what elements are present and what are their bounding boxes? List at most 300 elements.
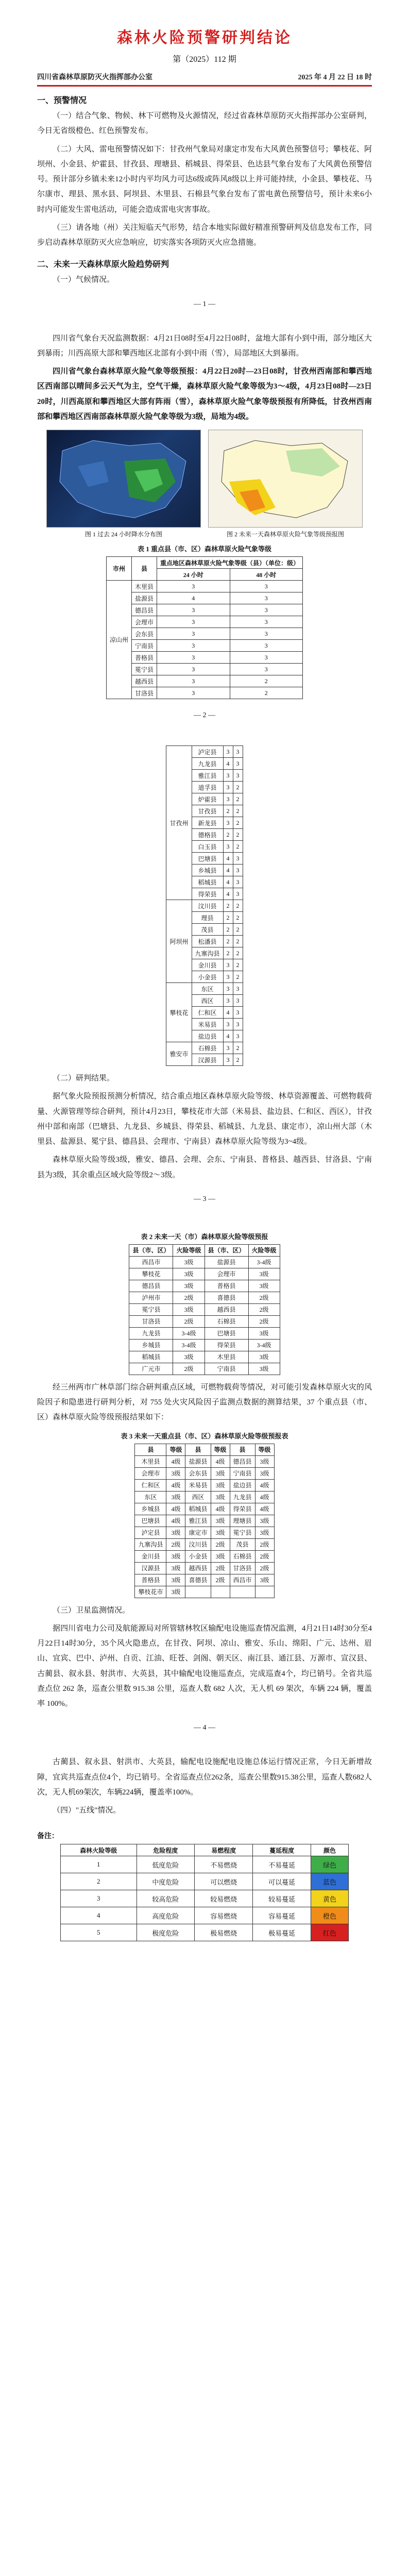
- table-cell: [185, 1586, 211, 1598]
- table-cell: 不易蔓延: [253, 1856, 311, 1873]
- table-row: [106, 616, 302, 628]
- legend-color-swatch: 红色: [311, 1924, 349, 1941]
- table-cell: 宁南县: [204, 1363, 248, 1375]
- table-cell: 3-4级: [248, 1256, 280, 1268]
- table-cell: 3级: [248, 1327, 280, 1339]
- table-row: [166, 900, 243, 912]
- table-cell: 盐边县: [192, 1030, 223, 1042]
- table-cell: 汶川县: [185, 1538, 211, 1550]
- table-cell: 3级: [211, 1527, 230, 1538]
- paragraph: （三）请各地（州）关注短临天气形势，结合本地实际做好精准预警研判及信息发布工作，同步启动森林草原防灭火应急响应，切实落实各项防灭火应急措施。: [37, 223, 372, 247]
- table-cell: 攀枝花市: [135, 1586, 166, 1598]
- table-cell: 2: [233, 817, 243, 829]
- table-cell: 3: [233, 853, 243, 865]
- paragraph: 四川省气象台天况监测数据：4月21日08时至4月22日08时，盆地大部有小到中雨，部分地区大到暴雨；川西高原大部和攀西地区北部有小到中雨（雪），局部地区大到暴雨。: [37, 334, 372, 358]
- table-header: 等级: [211, 1444, 230, 1455]
- table-cell: 茂县: [192, 924, 223, 936]
- table-cell: 茂县: [230, 1538, 255, 1550]
- table-cell: 新龙县: [192, 817, 223, 829]
- table-cell: 2: [230, 687, 303, 699]
- table-cell: 较高危险: [137, 1890, 195, 1907]
- table-cell: 2级: [248, 1315, 280, 1327]
- table-cell: 1: [61, 1856, 137, 1873]
- paragraph: 经三州两市广林草部门综合研判重点区域，可燃物载荷等情况，对可能引发森林草原火灾的风险因子和隐患进行研判分析，对 755 处火灾风险因子监测点数据的测算结果，37 个重点县（市、区）森林草原火险等级预报结果如下：: [37, 1383, 372, 1422]
- table-cell: 普格县: [135, 1574, 166, 1586]
- table-1: [106, 556, 303, 699]
- table-cell: 甘洛县: [131, 687, 157, 699]
- issue-date: 2025 年 4 月 22 日 18 时: [298, 74, 372, 81]
- legend-color-swatch: 绿色: [311, 1856, 349, 1873]
- table-row: [129, 1339, 280, 1351]
- table-cell: 乡城县: [135, 1503, 166, 1515]
- table-cell: 3级: [211, 1515, 230, 1527]
- table-cell: 2级: [166, 1538, 185, 1550]
- table-row: [135, 1574, 274, 1586]
- table-cell: 3级: [211, 1491, 230, 1503]
- table-cell: 2级: [255, 1538, 274, 1550]
- table-cell: 盐源县: [204, 1256, 248, 1268]
- table-cell: 德昌县: [131, 604, 157, 616]
- table-cell: 木里县: [131, 581, 157, 592]
- table-header: 颜色: [311, 1844, 349, 1856]
- table-cell: 3级: [211, 1479, 230, 1491]
- table-cell: 3: [157, 652, 230, 664]
- table-cell: 3级: [166, 1527, 185, 1538]
- table-cell: 小金县: [192, 971, 223, 983]
- table-cell: 乡城县: [192, 865, 223, 876]
- table-cell: 金川县: [135, 1550, 166, 1562]
- table-cell: 石棉县: [204, 1315, 248, 1327]
- table-cell: 汶川县: [192, 900, 223, 912]
- page-number: — 1 —: [194, 300, 215, 308]
- table-cell: 4: [223, 1007, 233, 1019]
- table-cell: 3: [223, 995, 233, 1007]
- table-row: [135, 1562, 274, 1574]
- table-cell: 2: [233, 924, 243, 936]
- table-cell: 3级: [255, 1515, 274, 1527]
- table-cell: 白玉县: [192, 841, 223, 853]
- table-cell: 3级: [248, 1351, 280, 1363]
- table-cell: 3: [157, 604, 230, 616]
- table-cell: 高度危险: [137, 1907, 195, 1924]
- table-cell: 3: [233, 1007, 243, 1019]
- table-3: [134, 1444, 274, 1598]
- table-cell: 3级: [248, 1280, 280, 1292]
- table-cell: 2: [233, 912, 243, 924]
- table-cell: 3级: [248, 1363, 280, 1375]
- table-header: 等级: [255, 1444, 274, 1455]
- table-cell: 会东县: [131, 628, 157, 640]
- subheading: （四）"五线"情况。: [53, 1806, 121, 1815]
- table-row: [106, 640, 302, 652]
- table-1-continued: [166, 745, 243, 1066]
- table-cell: 甘孜县: [192, 805, 223, 817]
- table-cell: 3: [233, 888, 243, 900]
- table-cell: 4级: [166, 1455, 185, 1467]
- table-row: [166, 1042, 243, 1054]
- table-cell: 2级: [255, 1550, 274, 1562]
- table-header: 市州: [106, 557, 131, 581]
- table-cell: 康定市: [185, 1527, 211, 1538]
- table-cell: 德昌县: [230, 1455, 255, 1467]
- table-cell: 3级: [166, 1550, 185, 1562]
- table-cell: 3: [157, 628, 230, 640]
- figure-1: [46, 430, 201, 538]
- legend-note: 备注：: [37, 1833, 59, 1841]
- table-cell: 低度危险: [137, 1856, 195, 1873]
- table-cell: 普格县: [131, 652, 157, 664]
- table-cell: 3: [223, 793, 233, 805]
- table-2-title: 表 2 未来一天（市）森林草原火险等级预报: [141, 1232, 268, 1241]
- table-cell: 越西县: [131, 675, 157, 687]
- page-number: — 4 —: [194, 1724, 215, 1732]
- paragraph: 古蔺县、叙永县、射洪市、大英县，输配电设施配电设施总体运行情况正常，今日无新增故障，宜宾共巡查点位4个，均已销号。全省巡查点位262条，巡查公里数915.38公里，巡查人数682人次，无人机69架次，车辆224辆，覆盖率100%。: [37, 1758, 372, 1797]
- table-cell: 极易蔓延: [253, 1924, 311, 1941]
- table-cell: 可以蔓延: [253, 1873, 311, 1890]
- table-cell: 3: [61, 1890, 137, 1907]
- table-header: 危险程度: [137, 1844, 195, 1856]
- table-cell: 3级: [173, 1303, 204, 1315]
- table-cell: 4: [157, 592, 230, 604]
- table-cell: 2: [233, 1054, 243, 1066]
- table-cell: 2: [230, 675, 303, 687]
- table-header: 县: [185, 1444, 211, 1455]
- table-cell: 德格县: [192, 829, 223, 841]
- table-cell: 4: [61, 1907, 137, 1924]
- table-cell: 米易县: [192, 1019, 223, 1030]
- table-cell: 2: [233, 900, 243, 912]
- table-cell: 2: [233, 805, 243, 817]
- table-cell: 3级: [166, 1574, 185, 1586]
- table-cell: 3: [223, 770, 233, 782]
- table-cell: 小金县: [185, 1550, 211, 1562]
- table-cell: 3级: [166, 1562, 185, 1574]
- table-row: [129, 1315, 280, 1327]
- table-cell: 西区: [185, 1491, 211, 1503]
- table-header: 县（市、区）: [204, 1244, 248, 1256]
- table-cell: 2: [233, 959, 243, 971]
- table-cell: 4: [223, 876, 233, 888]
- table-cell: 3-4级: [173, 1339, 204, 1351]
- figure-2-caption: 图 2 未来一天森林草原火险气象等级预报图: [226, 531, 344, 538]
- table-cell: 西区: [192, 995, 223, 1007]
- table-cell: 2级: [255, 1562, 274, 1574]
- table-cell: 广元市: [129, 1363, 173, 1375]
- table-cell: 4: [223, 1030, 233, 1042]
- table-cell: 3: [230, 581, 303, 592]
- table-cell: 2: [223, 924, 233, 936]
- table-header: 48 小时: [230, 569, 303, 581]
- table-cell: 3级: [255, 1527, 274, 1538]
- table-cell: 2: [223, 947, 233, 959]
- table-cell: 盐源县: [185, 1455, 211, 1467]
- table-row: [129, 1303, 280, 1315]
- table-cell: 3: [230, 664, 303, 675]
- table-cell: 2: [233, 841, 243, 853]
- table-cell: 攀枝花: [166, 983, 192, 1042]
- table-cell: 3: [223, 1019, 233, 1030]
- section-heading-warning: 一、预警情况: [37, 96, 87, 105]
- table-cell: 凉山州: [106, 581, 131, 699]
- table-cell: 3级: [173, 1280, 204, 1292]
- table-cell: 2: [223, 936, 233, 947]
- table-cell: 3: [230, 640, 303, 652]
- table-row: [129, 1292, 280, 1303]
- table-cell: 仁和区: [192, 1007, 223, 1019]
- table-cell: 3级: [166, 1467, 185, 1479]
- table-3-title: 表 3 未来一天重点县（市、区）森林草原火险等级预报表: [121, 1432, 288, 1440]
- table-cell: 3: [157, 581, 230, 592]
- table-cell: 3: [223, 1054, 233, 1066]
- table-cell: 3级: [255, 1467, 274, 1479]
- table-cell: 雅江县: [192, 770, 223, 782]
- table-row: [135, 1467, 274, 1479]
- table-cell: 越西县: [185, 1562, 211, 1574]
- table-cell: 3级: [255, 1574, 274, 1586]
- figure-1-caption: 图 1 过去 24 小时降水分布图: [84, 531, 162, 538]
- table-cell: 会东县: [185, 1467, 211, 1479]
- table-row: [106, 664, 302, 675]
- table-cell: 3: [223, 971, 233, 983]
- table-cell: 米易县: [185, 1479, 211, 1491]
- table-header: 重点地区森林草原火险气象等级（县）（单位：级）: [157, 557, 303, 569]
- subheading: （三）卫星监测情况。: [53, 1606, 130, 1615]
- table-cell: 2: [61, 1873, 137, 1890]
- table-cell: 3-4级: [173, 1327, 204, 1339]
- table-cell: 喜德县: [204, 1292, 248, 1303]
- table-cell: 4级: [255, 1479, 274, 1491]
- table-cell: 汉源县: [135, 1562, 166, 1574]
- table-cell: 东区: [192, 983, 223, 995]
- table-cell: 稻城县: [192, 876, 223, 888]
- table-cell: 理县: [192, 912, 223, 924]
- table-cell: 可以燃烧: [195, 1873, 253, 1890]
- table-cell: 3: [157, 616, 230, 628]
- table-cell: 2级: [173, 1363, 204, 1375]
- table-cell: 3: [223, 959, 233, 971]
- table-header: 县: [135, 1444, 166, 1455]
- paragraph: （一）结合气象、物候、林下可燃物及火源情况，经过省森林草原防灭火指挥部办公室研判，今日无省级橙色、红色预警发布。: [37, 112, 372, 135]
- table-cell: 冕宁县: [230, 1527, 255, 1538]
- table-row: [135, 1538, 274, 1550]
- subheading: （二）研判结果。: [53, 1074, 115, 1082]
- table-row: [129, 1268, 280, 1280]
- table-header: 县: [131, 557, 157, 581]
- table-cell: 甘孜州: [166, 746, 192, 900]
- table-cell: 4级: [166, 1515, 185, 1527]
- paragraph: 据气象火险预报预测分析情况，结合重点地区森林草原火险等级、林草资源覆盖、可燃物载荷量、火源管理等综合研判，预计4月23日，攀枝花市大部（米易县、盐边县、仁和区、西区），甘孜州中部和南部（巴塘县、九龙县、乡城县、得荣县、稻城县、九龙县、康定市），凉山州大部（木里县、盐源县、冕宁县、德昌县、会理市、宁南县）森林草原火险等级为3~4级。: [37, 1092, 372, 1146]
- table-cell: 3: [230, 604, 303, 616]
- paragraph: 据四川省电力公司及航能源局对所管辖林牧区输配电设施巡查情况监测，4月21日14时30分至4月22日14时30分，35个风火隐患点，在甘孜、阿坝、凉山、雅安、乐山、绵阳、广元、达州、眉山、宜宾、巴中、泸州、自贡、江油、旺苍、剑阁、朝天区、南江县、通江县、万源市、宣汉县、古蔺县、叙永县、射洪市、大英县，其中输配电设施巡查点，完成巡查4个，均已销号。全省共巡查点位 262 条，巡查公里数 915.38 公里，巡查人数 682 人次，无人机 69 架次，车辆 224 辆，覆盖率 100%。: [37, 1624, 372, 1708]
- table-cell: 3-4级: [248, 1339, 280, 1351]
- table-cell: 巴塘县: [204, 1327, 248, 1339]
- table-cell: 5: [61, 1924, 137, 1941]
- table-cell: 石棉县: [230, 1550, 255, 1562]
- table-cell: 3: [157, 687, 230, 699]
- table-cell: 道孚县: [192, 782, 223, 793]
- table-cell: 甘洛县: [230, 1562, 255, 1574]
- table-cell: 2: [223, 805, 233, 817]
- table-cell: 汉源县: [192, 1054, 223, 1066]
- table-row: [129, 1363, 280, 1375]
- table-cell: 3级: [211, 1467, 230, 1479]
- table-cell: 宁南县: [230, 1467, 255, 1479]
- table-cell: 九龙县: [129, 1327, 173, 1339]
- table-cell: 极度危险: [137, 1924, 195, 1941]
- table-cell: 稻城县: [185, 1503, 211, 1515]
- table-cell: 会理市: [131, 616, 157, 628]
- subheading: （一）气候情况。: [53, 276, 115, 284]
- table-cell: 泸州市: [129, 1292, 173, 1303]
- table-cell: 4级: [166, 1479, 185, 1491]
- table-cell: 3: [223, 782, 233, 793]
- table-cell: 不易燃烧: [195, 1856, 253, 1873]
- table-header: 火险等级: [248, 1244, 280, 1256]
- table-cell: 3级: [211, 1550, 230, 1562]
- table-header: 易燃程度: [195, 1844, 253, 1856]
- table-cell: 金川县: [192, 959, 223, 971]
- table-cell: 2: [233, 947, 243, 959]
- table-row: [129, 1256, 280, 1268]
- table-cell: 3级: [166, 1586, 185, 1598]
- table-cell: 2级: [173, 1315, 204, 1327]
- table-row: [129, 1351, 280, 1363]
- table-cell: 2: [233, 793, 243, 805]
- table-cell: 2级: [211, 1538, 230, 1550]
- table-row: [166, 746, 243, 758]
- table-cell: 容易蔓延: [253, 1907, 311, 1924]
- table-cell: 3: [157, 664, 230, 675]
- table-cell: 盐边县: [230, 1479, 255, 1491]
- table-cell: 九龙县: [230, 1491, 255, 1503]
- table-cell: 极易燃烧: [195, 1924, 253, 1941]
- table-cell: 西昌市: [230, 1574, 255, 1586]
- table-cell: 德昌县: [129, 1280, 173, 1292]
- figure-2: [208, 430, 363, 538]
- table-cell: 3: [157, 640, 230, 652]
- table-cell: 九寨沟县: [192, 947, 223, 959]
- table-cell: 2级: [248, 1303, 280, 1315]
- paragraph: 四川省气象台森林草原火险气象等级预报：4月22日20时—23日08时，甘孜州西南部和攀西地区西南部以晴间多云天气为主，空气干燥，森林草原火险气象等级为3～4级，4月23日08时—23日20时，川西高原和攀西地区大部有阵雨（雪），森林草原火险气象等级预报有所降低，甘孜州西南部和攀西地区西南部森林草原火险气象等级为3级，局地为4级。: [37, 367, 372, 421]
- table-cell: 3级: [173, 1351, 204, 1363]
- table-cell: 3: [233, 1030, 243, 1042]
- table-cell: 4: [223, 888, 233, 900]
- table-cell: 2级: [248, 1292, 280, 1303]
- legend-color-swatch: 橙色: [311, 1907, 349, 1924]
- table-cell: 西昌市: [129, 1256, 173, 1268]
- table-cell: 木里县: [135, 1455, 166, 1467]
- table-cell: 3: [230, 628, 303, 640]
- table-cell: 3: [230, 616, 303, 628]
- table-row: [106, 675, 302, 687]
- table-cell: 炉霍县: [192, 793, 223, 805]
- table-row: [129, 1327, 280, 1339]
- table-header: 蔓延程度: [253, 1844, 311, 1856]
- table-cell: 较易蔓延: [253, 1890, 311, 1907]
- table-cell: 仁和区: [135, 1479, 166, 1491]
- table-2: [129, 1244, 280, 1375]
- table-cell: 3: [233, 1019, 243, 1030]
- table-1-title: 表 1 重点县（市、区）森林草原火险气象等级: [137, 545, 271, 553]
- table-cell: 3: [223, 1042, 233, 1054]
- table-row: [106, 581, 302, 592]
- table-cell: 雅江县: [185, 1515, 211, 1527]
- document-title: 森林火险预警研判结论: [117, 29, 292, 46]
- table-cell: 3: [233, 746, 243, 758]
- org-name: 四川省森林草原防灭火指挥部办公室: [37, 74, 152, 81]
- table-cell: 宁南县: [131, 640, 157, 652]
- legend-row: [61, 1856, 349, 1873]
- table-cell: 九龙县: [192, 758, 223, 770]
- table-cell: 4级: [255, 1491, 274, 1503]
- table-row: [135, 1515, 274, 1527]
- table-cell: 攀枝花: [129, 1268, 173, 1280]
- table-cell: 2: [223, 900, 233, 912]
- table-cell: 3: [223, 983, 233, 995]
- table-row: [106, 628, 302, 640]
- table-cell: 3: [233, 758, 243, 770]
- table-cell: [255, 1586, 274, 1598]
- table-cell: 3级: [173, 1256, 204, 1268]
- table-cell: 巴塘县: [192, 853, 223, 865]
- table-cell: 3: [223, 841, 233, 853]
- table-row: [106, 687, 302, 699]
- table-row: [135, 1586, 274, 1598]
- table-cell: 3: [233, 995, 243, 1007]
- table-cell: 稻城县: [129, 1351, 173, 1363]
- table-cell: 冕宁县: [131, 664, 157, 675]
- table-cell: 3: [233, 865, 243, 876]
- page-number: — 2 —: [194, 711, 215, 719]
- table-cell: 会理市: [135, 1467, 166, 1479]
- paragraph: 森林草原火险等级3级，雅安、德昌、会理、会东、宁南县、普格县、越西县、甘洛县、宁南县为3级，其余重点区域火险等级2～3级。: [37, 1156, 372, 1179]
- table-row: [106, 652, 302, 664]
- table-row: [106, 592, 302, 604]
- table-cell: 3: [233, 770, 243, 782]
- table-cell: 4级: [211, 1503, 230, 1515]
- table-header: 县（市、区）: [129, 1244, 173, 1256]
- table-cell: 2级: [173, 1292, 204, 1303]
- table-cell: 中度危险: [137, 1873, 195, 1890]
- table-row: [135, 1527, 274, 1538]
- table-cell: 4: [223, 865, 233, 876]
- table-cell: 泸定县: [192, 746, 223, 758]
- table-row: [135, 1455, 274, 1467]
- table-cell: 2级: [211, 1562, 230, 1574]
- table-cell: 泸定县: [135, 1527, 166, 1538]
- table-cell: 喜德县: [185, 1574, 211, 1586]
- table-cell: 木里县: [204, 1351, 248, 1363]
- table-cell: 4级: [211, 1455, 230, 1467]
- table-cell: 石棉县: [192, 1042, 223, 1054]
- table-cell: 3级: [166, 1491, 185, 1503]
- table-cell: 越西县: [204, 1303, 248, 1315]
- table-row: [166, 983, 243, 995]
- table-cell: 4: [223, 758, 233, 770]
- legend-color-swatch: 黄色: [311, 1890, 349, 1907]
- legend-row: [61, 1873, 349, 1890]
- table-cell: [211, 1586, 230, 1598]
- table-cell: 3: [223, 746, 233, 758]
- section-heading-trend: 二、未来一天森林草原火险趋势研判: [37, 260, 169, 269]
- fire-risk-map: [208, 430, 363, 528]
- table-header: 县: [230, 1444, 255, 1455]
- table-row: [106, 604, 302, 616]
- table-cell: 冕宁县: [129, 1303, 173, 1315]
- precipitation-map: [46, 430, 201, 528]
- fire-risk-legend-table: [60, 1844, 349, 1941]
- org-header: [37, 69, 372, 87]
